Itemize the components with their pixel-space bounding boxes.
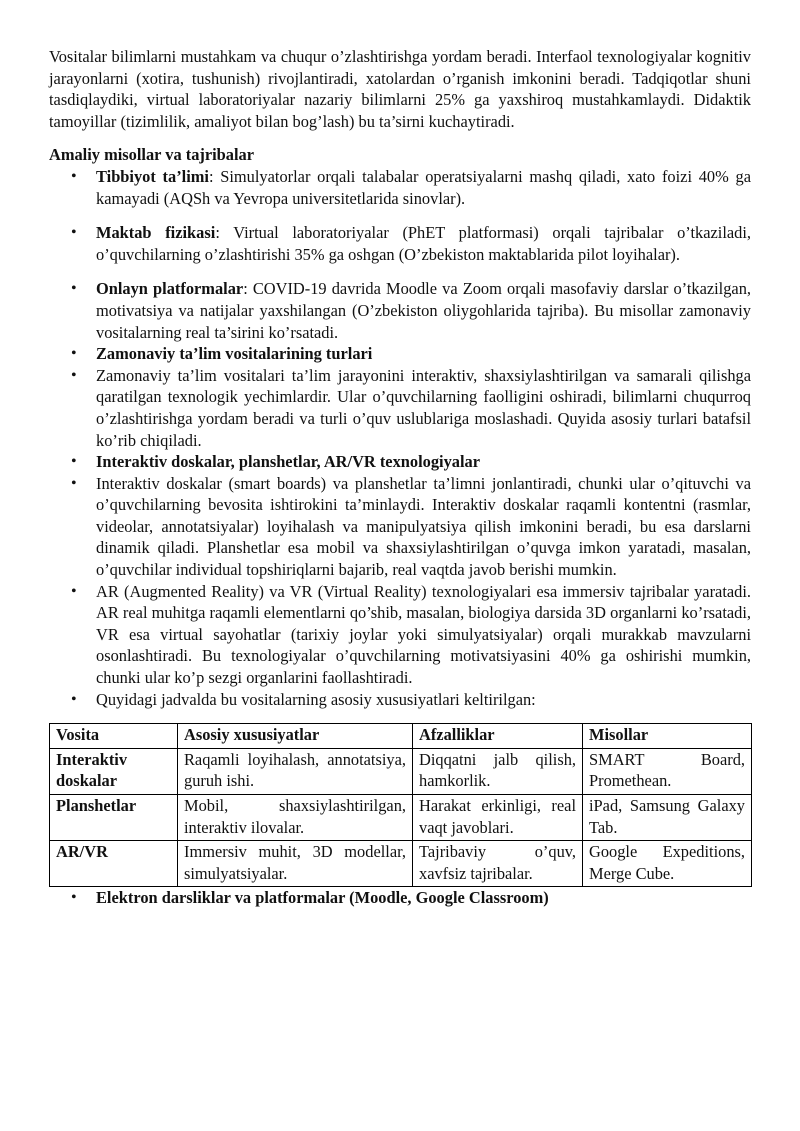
table-row [50, 795, 752, 841]
list-item: • Interaktiv doskalar (smart boards) va planshetlar ta’limni jonlantiradi, chunki ular o’qituvchi va o’quvchilarning bevosita ishtirokini ta’minlaydi. Interaktiv doskalar raqamli kontentni (rasmlar, videolar, annotatsiyalar) loyihalash va manipulyatsiya qilish imkonini beradi, bu esa darslarni dinamik qiladi. Planshetlar esa mobil va shaxsiylashtirilgan o’quvga imkon yaratadi, masalan, o’quvchilar individual topshiriqlarni bajarib, real vaqtda javob berishi mumkin. [49, 473, 751, 581]
list-item [49, 343, 751, 365]
table-cell: Tajribaviy o’quv, xavfsiz tajribalar. [413, 841, 583, 887]
table-row [50, 748, 752, 794]
intro-paragraph: Vositalar bilimlarni mustahkam va chuqur o’zlashtirishga yordam beradi. Interfaol texnologiyalar kognitiv jarayonlarni (xotira, tushunish) rivojlantiradi, xatolardan o’rganish imkonini beradi. Tadqiqotlar shuni tasdiqlaydiki, virtual laboratoriyalar nazariy bilimlarni 25% ga yaxshiroq mustahkamlaydi. Didaktik tamoyillar (tizimlilik, amaliyot bilan bog’lash) bu ta’sirni kuchaytiradi. [49, 47, 751, 131]
table-header-cell: Misollar [583, 724, 752, 749]
final-list [49, 887, 751, 909]
table-header-row [50, 724, 752, 749]
table-cell: Harakat erkinligi, real vaqt javoblari. [413, 795, 583, 841]
example-item [49, 278, 751, 343]
table-cell: Raqamli loyihalash, annotatsiya, guruh ishi. [178, 748, 413, 794]
table-cell: Planshetlar [50, 795, 178, 841]
table-cell: Google Expeditions, Merge Cube. [583, 841, 752, 887]
example-label: Onlayn platformalar [96, 279, 244, 299]
example-label: Maktab fizikasi [96, 223, 216, 243]
bullet-heading: Zamonaviy ta’lim vositalarining turlari [96, 344, 373, 364]
section-heading: Amaliy misollar va tajribalar [49, 145, 255, 165]
table-cell: SMART Board, Promethean. [583, 748, 752, 794]
example-label: Tibbiyot ta’limi [96, 166, 209, 186]
bullet-heading: Elektron darsliklar va platformalar (Moodle, Google Classroom) [96, 888, 549, 908]
example-item [49, 166, 751, 209]
table-cell: iPad, Samsung Galaxy Tab. [583, 795, 752, 841]
example-text: : Virtual laboratoriyalar (PhET platformasi) orqali tajribalar o’tkaziladi, o’quvchilarning o’zlashtirishi 35% ga oshgan (O’zbekiston maktablarida pilot loyihalar). [96, 223, 752, 264]
bullet-heading: Interaktiv doskalar, planshetlar, AR/VR texnologiyalar [96, 452, 481, 472]
example-text: : Simulyatorlar orqali talabalar operatsiyalarni mashq qiladi, xato foizi 40% ga kamayadi (AQSh va Yevropa universitetlarida sinovlar). [96, 166, 751, 208]
table-cell: Interaktiv doskalar [50, 748, 178, 794]
examples-list [49, 166, 751, 343]
table-header-cell: Vosita [50, 724, 178, 749]
list-item [49, 451, 751, 473]
list-item: • Quyidagi jadvalda bu vositalarning asosiy xususiyatlari keltirilgan: [49, 689, 751, 711]
table-header-cell: Asosiy xususiyatlar [178, 724, 413, 749]
table-cell: Diqqatni jalb qilish, hamkorlik. [413, 748, 583, 794]
tools-table [49, 723, 752, 887]
table-cell: Immersiv muhit, 3D modellar, simulyatsiyalar. [178, 841, 413, 887]
document-page [49, 46, 751, 909]
table-header-cell: Afzalliklar [413, 724, 583, 749]
tools-list [49, 343, 751, 710]
example-item [49, 222, 751, 265]
table-row [50, 841, 752, 887]
list-item: • AR (Augmented Reality) va VR (Virtual Reality) texnologiyalari esa immersiv tajribalar yaratadi. AR real muhitga raqamli elementlarni qo’shib, masalan, biologiya darsida 3D organlarni ko’rsatadi, VR esa virtual sayohatlar (tarixiy joylar yoki simulyatsiyalar) orqali murakkab mavzularni osonlashtiradi. Bu texnologiyalar o’quvchilarning motivatsiyasini 40% ga oshirishi mumkin, chunki ular ko’p sezgi organlarini faollashtiradi. [49, 581, 751, 689]
table-cell: AR/VR [50, 841, 178, 887]
example-text: : COVID-19 davrida Moodle va Zoom orqali masofaviy darslar o’tkazilgan, motivatsiya va natijalar yaxshilangan (O’zbekiston oliygohlarida tajriba). Bu misollar zamonaviy vositalarning real ta’sirini ko’rsatadi. [96, 279, 751, 342]
list-item: • Zamonaviy ta’lim vositalari ta’lim jarayonini interaktiv, shaxsiylashtirilgan va samarali qilishga qaratilgan texnologik yechimlardir. Ular o’quvchilarning faolligini oshiradi, bilimlarni chuqurroq o’zlashtirishga yordam beradi va turli o’quv uslublariga moslashadi. Quyida asosiy turlari batafsil ko’rib chiqiladi. [49, 365, 751, 451]
table-cell: Mobil, shaxsiylashtirilgan, interaktiv ilovalar. [178, 795, 413, 841]
list-item [49, 887, 751, 909]
